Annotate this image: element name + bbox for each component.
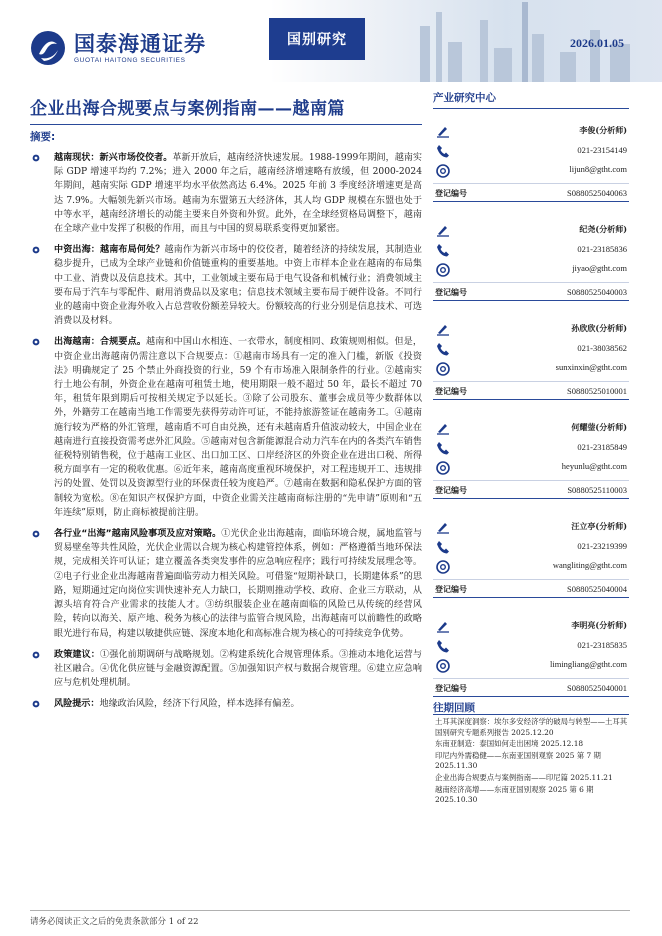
analyst-phone: 021-23185836 [577, 244, 627, 254]
abstract-paragraph [30, 648, 422, 691]
pen-icon [435, 222, 451, 238]
paragraph-lead: 各行业“出海”越南风险事项及应对策略。 [54, 529, 222, 540]
paragraph-lead: 中资出海：越南布局何处？ [54, 245, 165, 256]
abstract-paragraph [30, 335, 422, 520]
previous-report-link[interactable]: 越南经济高增——东南亚国别观察 2025 第 6 期 2025.10.30 [435, 784, 594, 805]
analyst-card [433, 612, 629, 711]
email-icon [435, 163, 451, 179]
analyst-email[interactable]: lijun8@gtht.com [569, 164, 627, 174]
analyst-registration [433, 579, 629, 593]
analyst-phone: 021-38038562 [577, 343, 627, 353]
previous-report-link[interactable]: 企业出海合规要点与案例指南——印尼篇 2025.11.21 [435, 772, 613, 782]
bullet-icon [32, 338, 40, 346]
paragraph-lead: 出海越南：合规要点。 [54, 337, 147, 348]
registration-number: S0880525040063 [567, 188, 627, 198]
registration-number: S0880525040001 [567, 683, 627, 693]
analyst-email[interactable]: heyunlu@gtht.com [561, 461, 627, 471]
analyst-name: 李明亮(分析师) [571, 620, 627, 630]
previous-report-link[interactable]: 东南亚制造：泰国如何走出困境 2025.12.18 [435, 739, 584, 749]
analyst-sidebar [433, 90, 629, 711]
abstract-paragraph [30, 243, 422, 328]
pen-icon [435, 321, 451, 337]
paragraph-text: 革新开放后，越南经济快速发展。1988-1999年期间，越南实际 GDP 增速平均约 7.2%；进入 2000 年之后，越南经济增速略有放缓，但 2000-2024 年期间，越南实际 GDP 增速平均水平依然高达 6.4%。2025 年前 3 季度经济增速更是高达 7.9%。大幅领先新兴市场。越南为东盟第五大经济体，其人均 GDP 规模在东盟也处于中等水平，越南经济增长的动能主要来自外资和外贸。此外，在全球经贸格局调整下，越南在全球产业中发挥了积极的作用，而且与中国的贸易联系变得更加紧密。 [54, 153, 422, 235]
analyst-phone: 021-23185849 [577, 442, 627, 452]
abstract-label: 摘要: [30, 131, 56, 143]
paragraph-text: ①强化前期调研与战略规划。②构建系统化合规管理体系。③推动本地化运营与社区融合。④优化供应链与金融资源配置。⑤加强知识产权与数据合规管理。⑥建立应急响应与危机处理机制。 [54, 649, 422, 689]
registration-label: 登记编号 [435, 189, 467, 198]
bullet-icon [32, 530, 40, 538]
phone-icon [435, 341, 451, 357]
paragraph-lead: 风险提示： [54, 699, 100, 710]
registration-number: S0880525010001 [567, 386, 627, 396]
paragraph-text: ①光伏企业出海越南，面临环境合规，属地监管与贸易壁垒等共性风险，光伏企业需以合规为核心构建管控体系，例如：严格遵循当地环保法规，完成相关许可认证；建立覆盖各类突发事件的应急响应程序；践行可持续发展理念等。②电子行业企业出海越南普遍面临劳动力相关风险。可借鉴“短期补缺口，长期建体系”的思路，短期通过定向岗位实训快速补充人力缺口，长期则推动学校、政府、企业三方联动，从源头培育符合产业需求的技能人才。③纺织服装企业在越南面临的风险已从传统的经营风险，转向以海关、原产地、税务为核心的法律与监管合规风险，出海越南可以前瞻性的政略眼光进行布局，构建以敏捷供应链、深度本地化和高标准合规为核心的可持续竞争优势。 [54, 529, 422, 639]
analyst-registration [433, 282, 629, 296]
previous-report-link[interactable]: 印尼内外需稳健——东南亚国别观察 2025 第 7 期 2025.11.30 [435, 750, 601, 771]
analyst-name: 汪立亭(分析师) [571, 521, 627, 531]
analyst-card [433, 513, 629, 612]
pen-icon [435, 123, 451, 139]
brand-name-en: GUOTAI HAITONG SECURITIES [74, 56, 186, 64]
email-icon [435, 361, 451, 377]
abstract-paragraph [30, 151, 422, 236]
phone-icon [435, 440, 451, 456]
analyst-registration [433, 183, 629, 197]
analyst-name: 何耀蓥(分析师) [571, 422, 627, 432]
abstract-paragraph [30, 527, 422, 641]
abstract-body [30, 151, 422, 719]
analyst-card [433, 216, 629, 315]
report-header [0, 0, 662, 82]
analyst-phone: 021-23185835 [577, 640, 627, 650]
paragraph-text: 越南作为新兴市场中的佼佼者，随着经济的持续发展，其制造业稳步提升，已成为全球产业链和价值链重构的重要基地。中资上市样本企业在越南的布局集中工业、消费以及信息技术。其中，工业领域主要布局于电气设备和机械行业；消费领域主要布局于汽车与零配件、耐用消费品以及家电；信息技术领域主要布局于硬件设备。不同行业的越南中资企业海外收入占总营收份额差异较大。份额较高的行业分别是信息技术、可选消费以及材料。 [54, 245, 422, 327]
previous-reports-title: 往期回顾 [433, 702, 475, 714]
phone-icon [435, 242, 451, 258]
previous-reports-divider [433, 714, 629, 715]
registration-number: S0880525110003 [567, 485, 627, 495]
analyst-card [433, 414, 629, 513]
analyst-email[interactable]: sunxinxin@gtht.com [555, 362, 627, 372]
registration-label: 登记编号 [435, 486, 467, 495]
registration-label: 登记编号 [435, 288, 467, 297]
analyst-card [433, 315, 629, 414]
brand-logo [30, 30, 206, 66]
analyst-phone: 021-23154149 [577, 145, 627, 155]
analyst-email[interactable]: jiyao@gtht.com [572, 263, 627, 273]
email-icon [435, 262, 451, 278]
bullet-icon [32, 154, 40, 162]
registration-label: 登记编号 [435, 585, 467, 594]
analyst-registration [433, 678, 629, 692]
bullet-icon [32, 700, 40, 708]
report-type-badge: 国别研究 [269, 18, 365, 60]
previous-report-link[interactable]: 土耳其深度洞察：埃尔多安经济学的破局与转型——土耳其国别研究专题系列报告 2025.12.20 [435, 717, 628, 737]
brand-logo-icon [30, 30, 66, 66]
pen-icon [435, 519, 451, 535]
sidebar-divider [433, 108, 629, 109]
abstract-paragraph [30, 697, 422, 711]
brand-name-cn: 国泰海通证券 [74, 31, 206, 56]
phone-icon [435, 539, 451, 555]
phone-icon [435, 638, 451, 654]
registration-label: 登记编号 [435, 684, 467, 693]
analyst-email[interactable]: wangliting@gtht.com [552, 560, 627, 570]
registration-number: S0880525040003 [567, 287, 627, 297]
paragraph-lead: 越南现状：新兴市场佼佼者。 [54, 153, 173, 163]
analyst-registration [433, 480, 629, 494]
title-divider [30, 124, 422, 125]
registration-number: S0880525040004 [567, 584, 627, 594]
analyst-card [433, 117, 629, 216]
analyst-name: 纪尧(分析师) [579, 224, 627, 234]
page-footer: 请务必阅读正文之后的免责条款部分 1 of 22 [30, 917, 199, 927]
footer-divider [30, 910, 630, 911]
email-icon [435, 559, 451, 575]
email-icon [435, 658, 451, 674]
analyst-registration [433, 381, 629, 395]
analyst-email[interactable]: limingliang@gtht.com [549, 659, 627, 669]
pen-icon [435, 420, 451, 436]
analyst-name: 孙欣欣(分析师) [571, 323, 627, 333]
analyst-phone: 021-23219399 [577, 541, 627, 551]
paragraph-text: 越南和中国山水相连、一衣带水，制度相同、政策规则相似。但是，中资企业出海越南仍需注意以下合规要点：①越南市场具有一定的准入门槛，新版《投资法》明确规定了 25 个禁止外商投资的行业，59 个有市场准入限制条件的行业。②越南实行土地公有制，外资企业在越南可租赁土地，使用期限一般不超过 50 年，最长不超过 70 年，租赁年限到期后可按相关规定予以延长。③除了公司股东、董事会成员等少数群体以外，外籍劳工在越南当地工作需要先获得劳动许可证，不能持旅游签证在越南务工。④越南施行较为严格的外汇管理，越南盾不可自由兑换，还有未越南盾升值波动较大，中国企业在越南进行直接投资需考虑外汇风险。⑤越南对包含新能源混合动力汽车在内的各类汽车销售征税特别销售税，位于越南工业区、出口加工区、口岸经济区的外资企业在进出口税、所得税方面享有一定的税收优惠。⑥近年来，越南高度重视环境保护，对工程违规开工、违规排污的处置、处罚以及资源型行业的环保责任较为度趋严。⑦越南在数据和隐私保护方面的管制较为宽松。⑧在知识产权保护方面，中资企业需关注越南商标注册的“先申请”原则和“五年连续”原则，防止商标被提前注册。 [54, 337, 422, 518]
paragraph-text: 地缘政治风险，经济下行风险，样本选择有偏差。 [99, 699, 300, 710]
phone-icon [435, 143, 451, 159]
email-icon [435, 460, 451, 476]
bullet-icon [32, 651, 40, 659]
pen-icon [435, 618, 451, 634]
paragraph-lead: 政策建议： [54, 649, 101, 660]
analyst-name: 李俊(分析师) [579, 125, 627, 135]
registration-label: 登记编号 [435, 387, 467, 396]
report-title: 企业出海合规要点与案例指南——越南篇 [30, 99, 345, 119]
sidebar-title: 产业研究中心 [433, 92, 496, 104]
bullet-icon [32, 246, 40, 254]
previous-reports-list [435, 717, 631, 807]
report-date: 2026.01.05 [570, 36, 624, 50]
